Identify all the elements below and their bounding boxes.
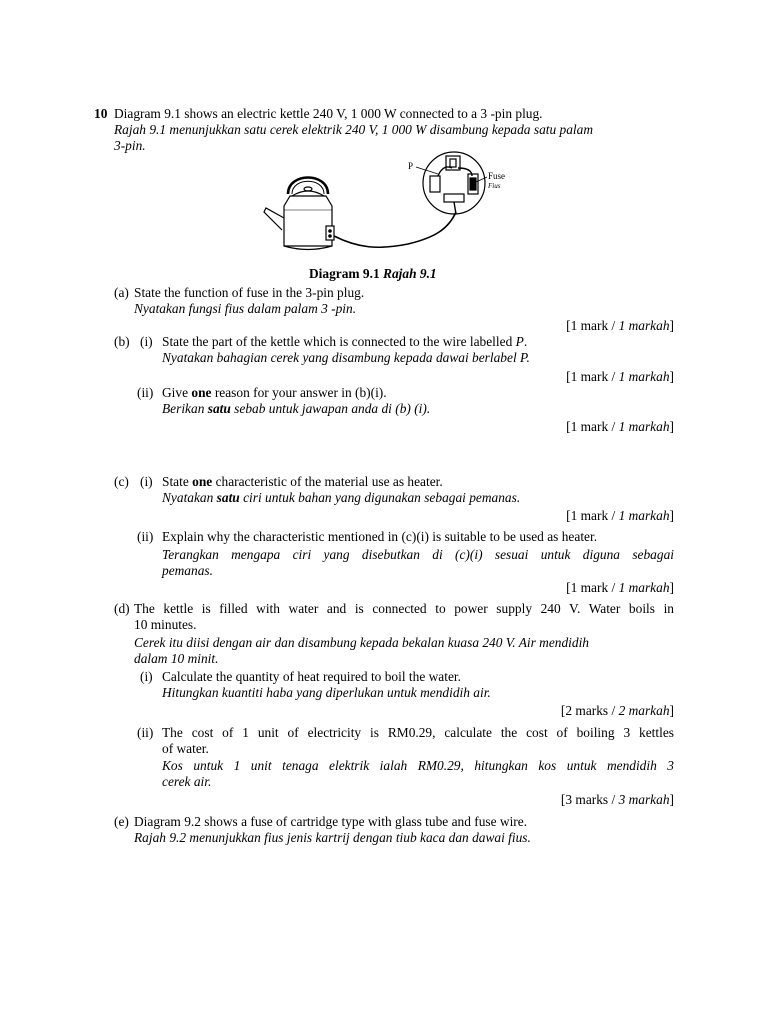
part-d-ii-question-ms: Kos untuk 1 unit tenaga elektrik ialah RM0.29, hitungkan kos untuk mendidih 3 bbox=[162, 758, 674, 773]
part-d-ii-mark bbox=[561, 792, 674, 808]
part-b-i-question-en bbox=[162, 334, 527, 350]
label-fius: Fius bbox=[488, 182, 501, 190]
kettle-plug-diagram bbox=[258, 150, 518, 262]
mark-close: ] bbox=[669, 369, 674, 384]
part-b-ii-mark bbox=[566, 419, 674, 435]
mark-en: [1 mark / bbox=[566, 508, 619, 523]
question-intro-en: Diagram 9.1 shows an electric kettle 240 V, 1 000 W connected to a 3 -pin plug. bbox=[114, 106, 543, 121]
part-b-i-mark bbox=[566, 369, 674, 385]
part-d-ii-question-en: The cost of 1 unit of electricity is RM0.29, calculate the cost of boiling 3 kettles bbox=[162, 725, 674, 740]
text-pre: Give bbox=[162, 385, 192, 400]
text-post: reason for your answer in (b)(i). bbox=[211, 385, 387, 400]
part-b-ii-question-ms bbox=[162, 401, 430, 417]
mark-en: [3 marks / bbox=[560, 792, 619, 807]
part-c-label: (c) bbox=[114, 474, 129, 489]
mark-close: ] bbox=[669, 580, 674, 595]
mark-ms: 1 markah bbox=[618, 580, 670, 595]
power-cable bbox=[334, 212, 456, 247]
text-post: sebab untuk jawapan anda di (b) (i). bbox=[230, 401, 431, 416]
part-d-ii-label: (ii) bbox=[137, 725, 154, 740]
mark-close: ] bbox=[669, 419, 674, 434]
part-b-i-question-ms: Nyatakan bahagian cerek yang disambung kepada dawai berlabel P. bbox=[162, 350, 530, 365]
text-pre: Berikan bbox=[162, 401, 208, 416]
part-c-ii-question-ms-cont: pemanas. bbox=[162, 563, 213, 578]
mark-close: ] bbox=[669, 792, 674, 807]
part-d-stem-ms-cont: dalam 10 minit. bbox=[134, 651, 219, 666]
mark-close: ] bbox=[669, 318, 674, 333]
part-d-i-question-ms: Hitungkan kuantiti haba yang diperlukan untuk mendidih air. bbox=[162, 685, 491, 700]
mark-ms: 1 markah bbox=[618, 318, 670, 333]
part-b-i-p: P bbox=[515, 334, 524, 349]
part-d-stem-en: The kettle is filled with water and is connected to power supply 240 V. Water boils in bbox=[134, 601, 674, 616]
mark-close: ] bbox=[669, 703, 674, 718]
mark-ms: 3 markah bbox=[618, 792, 670, 807]
mark-en: [1 mark / bbox=[566, 580, 619, 595]
part-b-ii-label: (ii) bbox=[137, 385, 154, 400]
diagram-caption bbox=[309, 266, 437, 282]
mark-en: [1 mark / bbox=[566, 318, 619, 333]
text-post: characteristic of the material use as heater. bbox=[212, 474, 443, 489]
part-e-question-ms: Rajah 9.2 menunjukkan fius jenis kartrij dengan tiub kaca dan dawai fius. bbox=[134, 830, 531, 845]
text-bold: one bbox=[191, 385, 212, 400]
mark-en: [1 mark / bbox=[566, 369, 619, 384]
part-c-ii-question-ms: Terangkan mengapa ciri yang disebutkan di (c)(i) sesuai untuk diguna sebagai bbox=[162, 547, 674, 562]
part-b-i-end: . bbox=[523, 334, 528, 349]
part-d-ii-question-en-cont: of water. bbox=[162, 741, 209, 756]
part-b-i-text: State the part of the kettle which is connected to the wire labelled bbox=[162, 334, 513, 349]
mark-close: ] bbox=[669, 508, 674, 523]
mark-ms: 2 markah bbox=[618, 703, 670, 718]
label-p: P bbox=[408, 161, 414, 171]
question-number: 10 bbox=[94, 106, 108, 121]
mark-en: [2 marks / bbox=[560, 703, 619, 718]
part-b-ii-question-en bbox=[162, 385, 387, 401]
part-c-i-label: (i) bbox=[140, 474, 153, 489]
part-d-label: (d) bbox=[114, 601, 130, 616]
text-post: ciri untuk bahan yang digunakan sebagai pemanas. bbox=[239, 490, 521, 505]
part-c-i-question-ms bbox=[162, 490, 520, 506]
three-pin-plug-drawing bbox=[416, 152, 487, 214]
caption-ms: Rajah 9.1 bbox=[383, 266, 437, 281]
part-e-label: (e) bbox=[114, 814, 129, 829]
kettle-drawing bbox=[264, 178, 334, 250]
caption-en: Diagram 9.1 bbox=[309, 266, 380, 281]
part-c-i-mark bbox=[566, 508, 674, 524]
question-intro-ms: Rajah 9.1 menunjukkan satu cerek elektrik 240 V, 1 000 W disambung kepada satu palam bbox=[114, 122, 594, 137]
text-bold: one bbox=[192, 474, 213, 489]
part-c-ii-label: (ii) bbox=[137, 529, 154, 544]
part-d-i-mark bbox=[561, 703, 674, 719]
text-bold: satu bbox=[216, 490, 240, 505]
part-d-stem-ms: Cerek itu diisi dengan air dan disambung kepada bekalan kuasa 240 V. Air mendidih bbox=[134, 635, 589, 650]
mark-ms: 1 markah bbox=[618, 419, 670, 434]
part-d-i-label: (i) bbox=[140, 669, 153, 684]
part-a-question-ms: Nyatakan fungsi fius dalam palam 3 -pin. bbox=[134, 301, 357, 316]
part-c-ii-mark bbox=[566, 580, 674, 596]
part-c-ii-question-en: Explain why the characteristic mentioned in (c)(i) is suitable to be used as heater. bbox=[162, 529, 598, 544]
part-b-label: (b) bbox=[114, 334, 130, 349]
part-e-question-en: Diagram 9.2 shows a fuse of cartridge type with glass tube and fuse wire. bbox=[134, 814, 528, 829]
part-d-ii-question-ms-cont: cerek air. bbox=[162, 774, 212, 789]
mark-ms: 1 markah bbox=[618, 369, 670, 384]
part-c-i-question-en bbox=[162, 474, 443, 490]
text-pre: State bbox=[162, 474, 193, 489]
mark-ms: 1 markah bbox=[618, 508, 670, 523]
part-d-i-question-en: Calculate the quantity of heat required to boil the water. bbox=[162, 669, 461, 684]
text-pre: Nyatakan bbox=[162, 490, 217, 505]
part-a-question-en: State the function of fuse in the 3-pin plug. bbox=[134, 285, 365, 300]
text-bold: satu bbox=[207, 401, 231, 416]
part-a-label: (a) bbox=[114, 285, 129, 300]
label-fuse: Fuse bbox=[488, 171, 506, 181]
part-b-i-label: (i) bbox=[140, 334, 153, 349]
question-intro-ms-cont: 3-pin. bbox=[114, 138, 146, 153]
part-a-mark bbox=[566, 318, 674, 334]
mark-en: [1 mark / bbox=[566, 419, 619, 434]
part-d-stem-en-cont: 10 minutes. bbox=[134, 617, 197, 632]
